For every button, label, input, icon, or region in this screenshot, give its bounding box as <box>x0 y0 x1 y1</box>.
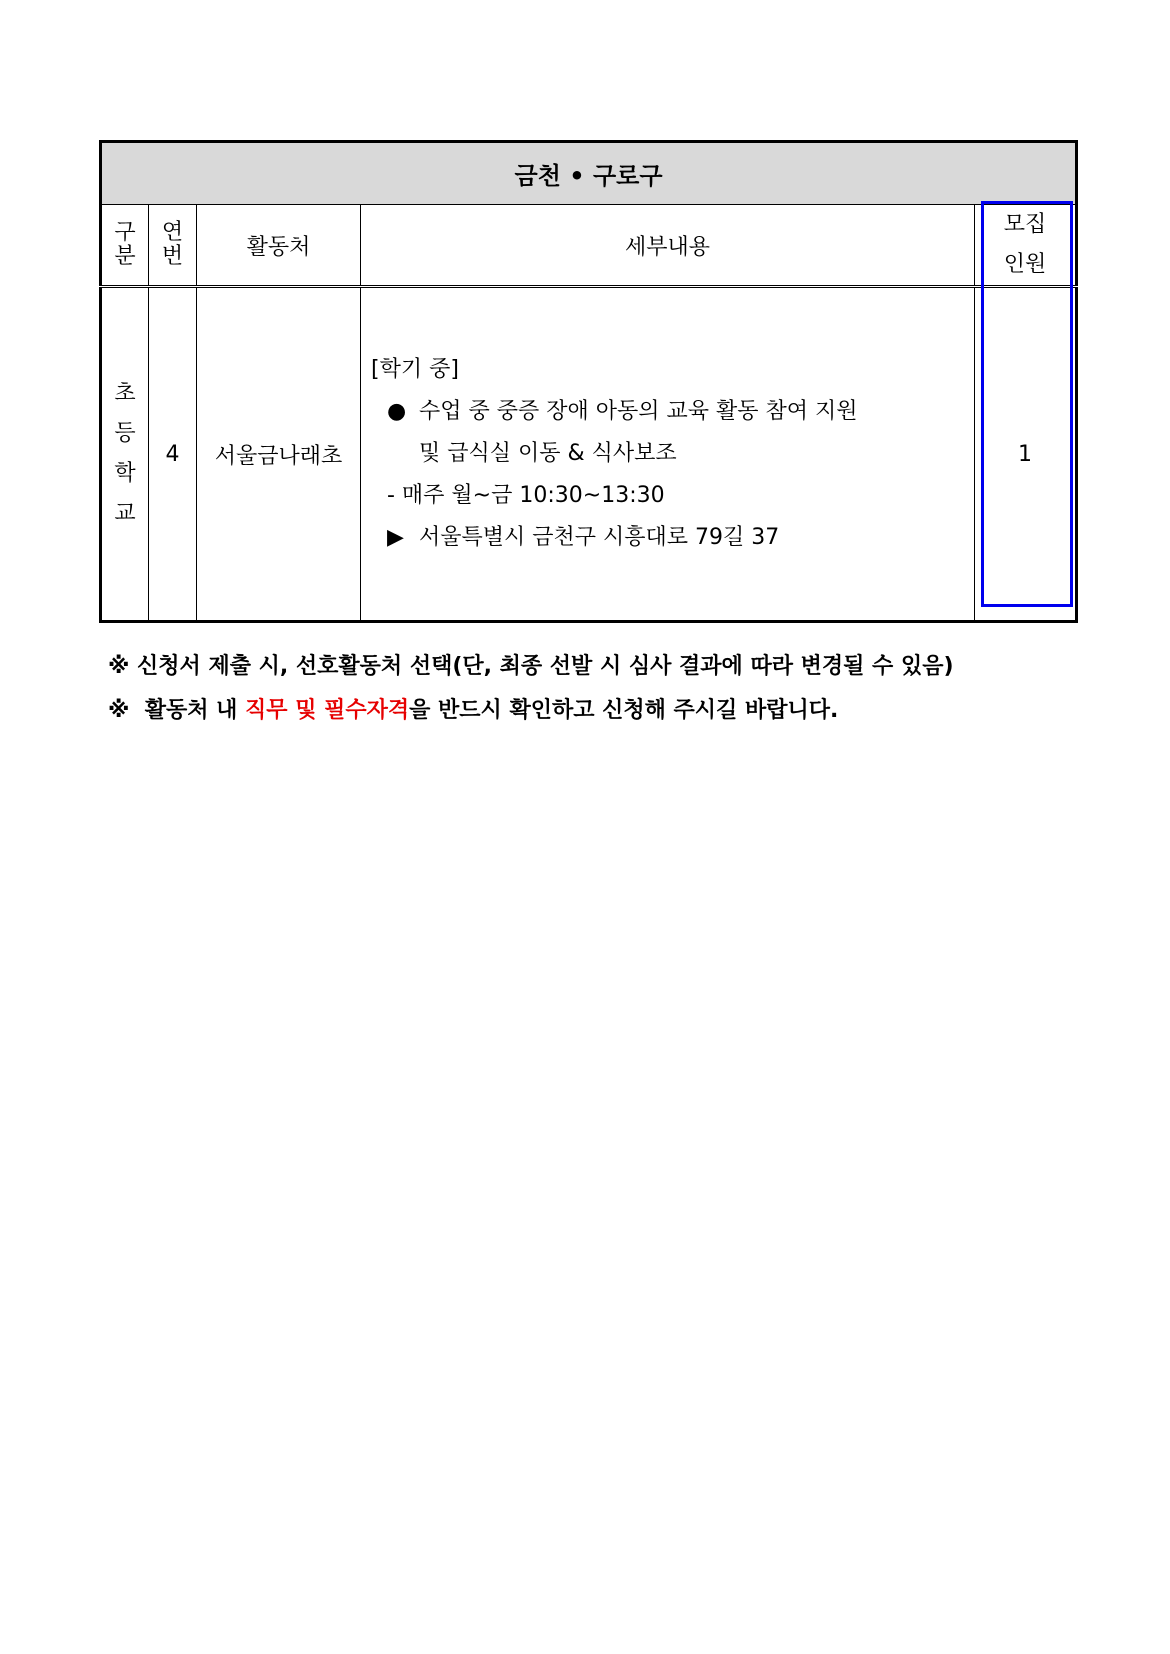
notes <box>108 645 954 733</box>
detail-task-2: 및 급식실 이동 & 식사보조 <box>419 441 677 466</box>
header-number: 연 번 <box>149 205 197 287</box>
detail-period: [학기 중] <box>371 357 459 382</box>
row-detail <box>361 287 975 622</box>
activity-table <box>99 140 1078 623</box>
bullet-icon: ● <box>387 399 407 424</box>
detail-address: ▶ 서울특별시 금천구 시흥대로 79길 37 <box>371 517 974 559</box>
triangle-right-icon: ▶ <box>387 525 404 550</box>
note-2-highlight: 직무 및 필수자격 <box>245 698 410 723</box>
school-type-cell: 초 등 학 교 <box>101 287 149 622</box>
row-number: 4 <box>149 287 197 622</box>
header-recruit: 모집 인원 <box>975 205 1077 287</box>
detail-task-1: ● 수업 중 중증 장애 아동의 교육 활동 참여 지원 <box>371 391 974 433</box>
table-row <box>101 287 1077 622</box>
header-detail: 세부내용 <box>361 205 975 287</box>
row-recruit: 1 <box>975 287 1077 622</box>
detail-schedule: - 매주 월~금 10:30~13:30 <box>387 483 665 508</box>
table-title: 금천 • 구로구 <box>101 142 1077 205</box>
note-2: ※ 활동처 내 직무 및 필수자격을 반드시 확인하고 신청해 주시길 바랍니다. <box>108 698 839 723</box>
header-type: 구 분 <box>101 205 149 287</box>
row-place: 서울금나래초 <box>197 287 361 622</box>
header-place: 활동처 <box>197 205 361 287</box>
note-1: ※ 신청서 제출 시, 선호활동처 선택(단, 최종 선발 시 심사 결과에 따라 변경될 수 있음) <box>108 654 954 679</box>
